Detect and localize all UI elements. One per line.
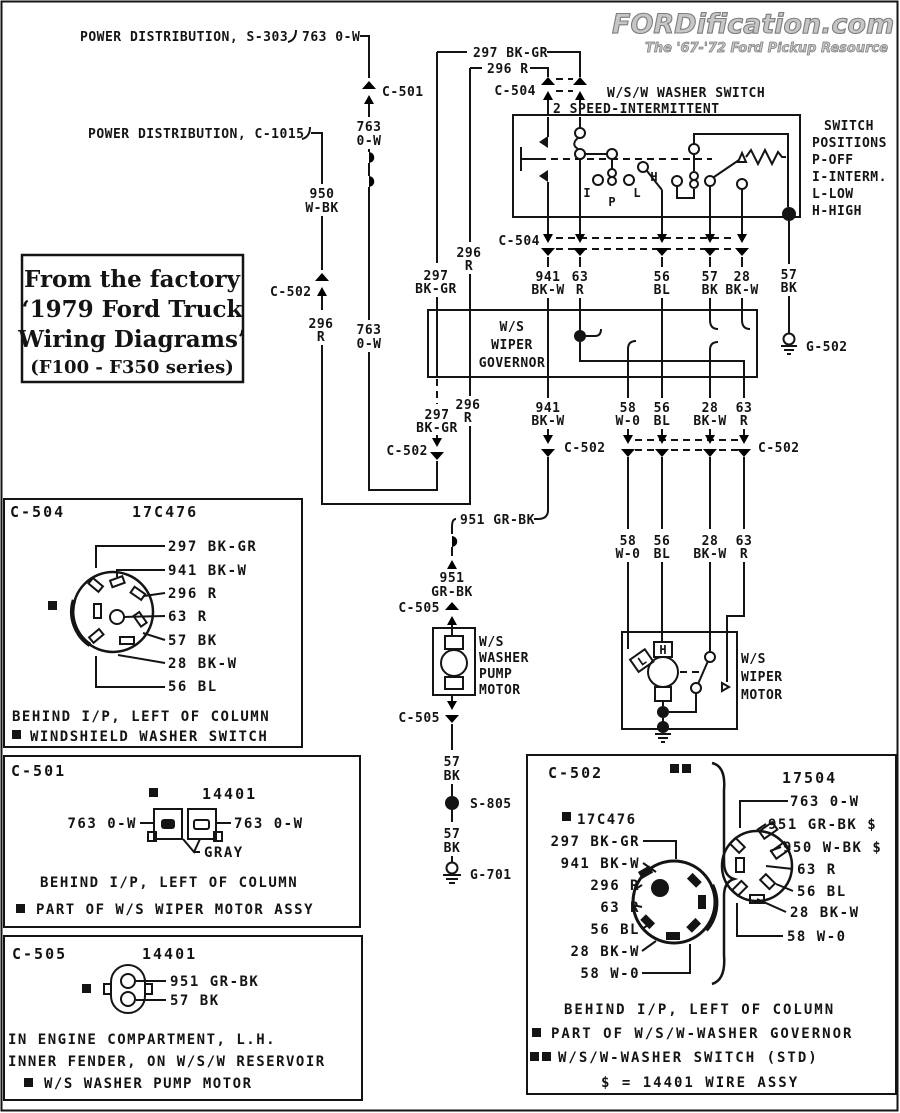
box-c505-part: 14401 <box>142 945 198 963</box>
wire-continues-hook-icon <box>288 30 296 42</box>
box-c501-part: 14401 <box>202 785 258 803</box>
connector-c502-mid <box>531 377 605 457</box>
square-marker <box>149 788 158 797</box>
box-c504-location: BEHIND I/P, LEFT OF COLUMN <box>12 709 271 725</box>
detail-box-c505 <box>4 936 362 1100</box>
switch-contact-p: P <box>608 195 616 209</box>
wire-296-color-3: R <box>463 411 473 426</box>
scan-border <box>2 2 898 1111</box>
pump-label-3: PUMP <box>479 667 513 682</box>
wire-63-num-3: 63 <box>735 534 753 549</box>
connector-c502-right <box>616 377 800 457</box>
square-marker <box>16 904 25 913</box>
c502-left-pin-2: 296 R <box>590 878 640 894</box>
switch-positions-legend <box>812 119 887 219</box>
box-c501-location: BEHIND I/P, LEFT OF COLUMN <box>40 875 299 891</box>
wire-763-color-2: 0-W <box>356 337 382 352</box>
c504-pin-2: 296 R <box>168 586 218 602</box>
connector-c502-label-2: C-502 <box>386 444 428 459</box>
wire-56-num-3: 56 <box>653 534 671 549</box>
logo-title: FORDification.com <box>612 9 895 40</box>
square-marker <box>562 812 571 821</box>
note-box <box>17 255 246 382</box>
c502-right-pin-0: 763 0-W <box>790 794 860 810</box>
wire-28-num-3: 28 <box>701 534 719 549</box>
junction-dot <box>657 706 669 718</box>
c504-pin-1: 941 BK-W <box>168 563 248 579</box>
legend-line-1: SWITCH <box>824 119 874 134</box>
c502-left-pin-0: 297 BK-GR <box>550 834 640 850</box>
logo-subtitle: The '67-'72 Ford Pickup Resource <box>645 41 889 56</box>
switch-contact-l: L <box>633 186 641 200</box>
detail-box-c502 <box>527 755 896 1094</box>
pump-label-4: MOTOR <box>479 683 521 698</box>
connector-c502-label-3: C-502 <box>564 441 606 456</box>
c504-pin-3: 63 R <box>168 609 208 625</box>
wire-763-color: 0-W <box>356 134 382 149</box>
wires-switch-to-governor <box>531 257 758 310</box>
wiper-motor-label-2: WIPER <box>741 670 783 685</box>
logo <box>612 9 894 56</box>
wiper-motor-low-tab: L <box>635 653 649 669</box>
c504-pin-4: 57 BK <box>168 633 218 649</box>
wire-950-color: W-BK <box>305 201 339 216</box>
wire-297-num-1: 297 <box>423 269 449 284</box>
wire-57-color-2: BK <box>443 769 461 784</box>
box-c502-id: C-502 <box>548 764 604 782</box>
wire-58-num-1: 58 <box>619 401 637 416</box>
wire-58-color-1: W-0 <box>615 414 641 429</box>
c504-pin-6: 56 BL <box>168 679 218 695</box>
resistor-icon <box>746 150 786 164</box>
box-c501-id: C-501 <box>11 762 67 780</box>
connector-c504-label-1: C-504 <box>494 84 536 99</box>
box-c504-note: WINDSHIELD WASHER SWITCH <box>30 729 269 745</box>
ground-g502-label: G-502 <box>806 340 848 355</box>
junction-dot <box>782 207 796 221</box>
washer-pump-motor <box>433 628 529 698</box>
wire-950-wbk <box>305 187 338 270</box>
governor-box <box>428 310 757 377</box>
square-marker <box>532 1028 541 1037</box>
splice-s805-label: S-805 <box>470 797 512 812</box>
pump-label-2: WASHER <box>479 651 529 666</box>
washer-switch-title-2: 2 SPEED-INTERMITTENT <box>553 102 720 117</box>
legend-line-3: P-OFF <box>812 153 854 168</box>
wire-63-num-2: 63 <box>735 401 753 416</box>
ground-icon <box>784 334 795 345</box>
washer-switch-title-1: W/S/W WASHER SWITCH <box>607 86 766 101</box>
box-c501-note: PART OF W/S WIPER MOTOR ASSY <box>36 902 315 918</box>
wire-56-num-2: 56 <box>653 401 671 416</box>
box-c502-note-2: W/S/W-WASHER SWITCH (STD) <box>558 1050 819 1066</box>
wire-56-color-1: BL <box>653 283 671 298</box>
legend-line-5: L-LOW <box>812 187 854 202</box>
square-marker <box>682 764 691 773</box>
wire-763-top-segment <box>360 36 369 78</box>
box-c502-note-3: $ = 14401 WIRE ASSY <box>601 1075 800 1091</box>
wire-296-num-2: 296 <box>456 246 482 261</box>
wire-57-color-g: BK <box>780 281 798 296</box>
connector-c504-label-2: C-504 <box>498 234 540 249</box>
box-c502-location: BEHIND I/P, LEFT OF COLUMN <box>564 1002 836 1018</box>
switch-contact-h: H <box>650 170 658 184</box>
connector-c502-left <box>386 435 444 490</box>
square-marker <box>82 984 91 993</box>
wire-297-color-1: BK-GR <box>415 282 457 297</box>
c502-right-pin-5: 28 BK-W <box>790 905 860 921</box>
legend-line-6: H-HIGH <box>812 204 862 219</box>
wire-56-color-3: BL <box>653 547 671 562</box>
c505-pin-1: 57 BK <box>170 993 220 1009</box>
wire-941-num-1: 941 <box>535 270 561 285</box>
power-distribution-s303 <box>80 30 369 78</box>
c502-right-pin-2: 950 W-BK $ <box>783 840 883 856</box>
power-s303-label: POWER DISTRIBUTION, S-303 <box>80 30 289 45</box>
connector-c505-label-1: C-505 <box>398 601 440 616</box>
wire-57-color-1: BK <box>701 283 719 298</box>
wire-941-color-2: BK-W <box>531 414 565 429</box>
note-line-4: (F100 - F350 series) <box>30 357 234 378</box>
wire-951-color: GR-BK <box>431 585 473 600</box>
wiper-motor <box>622 632 783 742</box>
wiper-motor-label-1: W/S <box>741 652 766 667</box>
c502-right-pin-6: 58 W-0 <box>787 929 847 945</box>
c502-left-pin-3: 63 R <box>600 900 640 916</box>
box-c505-location-1: IN ENGINE COMPARTMENT, L.H. <box>8 1032 277 1048</box>
wire-763-num-2: 763 <box>356 323 382 338</box>
wire-297-num-2: 297 <box>424 408 450 423</box>
c504-pin-5: 28 BK-W <box>168 656 238 672</box>
wire-63-color-2: R <box>739 414 749 429</box>
wire-941-color-1: BK-W <box>531 283 565 298</box>
connector-c505-bottom <box>398 695 459 726</box>
wire-297-color-2: BK-GR <box>416 421 458 436</box>
square-marker <box>670 764 679 773</box>
ground-icon <box>447 863 458 874</box>
wires-to-wiper-motor <box>616 457 753 682</box>
box-c502-part-left: 17C476 <box>577 812 637 828</box>
wire-763-num: 763 <box>356 120 382 135</box>
power-c1015-label: POWER DISTRIBUTION, C-1015 <box>88 127 305 142</box>
connector-c502-label-4: C-502 <box>758 441 800 456</box>
connector-c504-bottom <box>498 217 749 256</box>
governor-label-1: W/S <box>499 320 525 335</box>
wire-28-num-1: 28 <box>733 270 751 285</box>
wire-28-color-3: BK-W <box>693 547 727 562</box>
wiper-motor-label-3: MOTOR <box>741 688 783 703</box>
wire-951-grbk <box>431 457 548 600</box>
c504-pin-0: 297 BK-GR <box>168 539 258 555</box>
box-c504-id: C-504 <box>10 503 66 521</box>
detail-box-c504 <box>4 499 302 747</box>
wire-56-color-2: BL <box>653 414 671 429</box>
c502-left-pin-5: 28 BK-W <box>570 944 640 960</box>
wire-63-color-3: R <box>739 547 749 562</box>
connector-c501 <box>362 81 424 117</box>
governor-label-3: GOVERNOR <box>478 356 546 371</box>
washer-switch-box <box>513 86 800 221</box>
square-marker <box>530 1052 539 1061</box>
c502-right-pin-4: 56 BL <box>797 884 847 900</box>
wire-296-color-1: R <box>316 330 326 345</box>
wire-951-label: 951 GR-BK <box>460 513 535 528</box>
box-c505-location-2: INNER FENDER, ON W/S/W RESERVOIR <box>8 1054 326 1070</box>
wire-57-color-3: BK <box>443 841 461 856</box>
legend-line-4: I-INTERM. <box>812 170 887 185</box>
wire-57-num-2: 57 <box>443 755 461 770</box>
wire-296-top-label: 296 R <box>487 62 529 77</box>
connector-c501-label: C-501 <box>382 85 424 100</box>
wire-763-top-label: 763 0-W <box>302 30 361 45</box>
note-line-3: Wiring Diagrams’ <box>18 326 246 353</box>
box-c501-color-note: GRAY <box>204 845 244 861</box>
c502-left-pin-6: 58 W-0 <box>580 966 640 982</box>
connector-c502-label-1: C-502 <box>270 285 312 300</box>
wire-950-top-segment <box>311 133 322 184</box>
ground-g502-branch <box>781 219 848 355</box>
square-marker <box>542 1052 551 1061</box>
switch-contact-i: I <box>583 186 591 200</box>
ground-g701-label: G-701 <box>470 868 512 883</box>
c502-left-pin-1: 941 BK-W <box>560 856 640 872</box>
legend-line-2: POSITIONS <box>812 136 887 151</box>
square-marker <box>24 1078 33 1087</box>
wire-57-num-1: 57 <box>701 270 719 285</box>
connector-c502-top-left <box>270 273 329 310</box>
box-c502-note-1: PART OF W/S/W-WASHER GOVERNOR <box>551 1026 854 1042</box>
wire-63-color-1: R <box>575 283 585 298</box>
wire-296-color-2: R <box>464 259 474 274</box>
connector-c505-label-2: C-505 <box>398 711 440 726</box>
wire-57-num-3: 57 <box>443 827 461 842</box>
wiper-motor-high-tab: H <box>659 643 667 657</box>
governor-label-2: WIPER <box>491 338 533 353</box>
note-line-1: From the factory <box>24 266 240 293</box>
box-c505-id: C-505 <box>12 945 68 963</box>
junction-dot <box>657 721 669 733</box>
box-c501-left-wire: 763 0-W <box>67 816 137 832</box>
wire-297-top-label: 297 BK-GR <box>473 46 548 61</box>
wire-941-num-2: 941 <box>535 401 561 416</box>
wire-58-num-2: 58 <box>619 534 637 549</box>
splice-s805-dot <box>445 796 459 810</box>
power-distribution-c1015 <box>88 127 322 184</box>
wire-296-num-1: 296 <box>308 317 334 332</box>
c502-left-pin-4: 56 BL <box>590 922 640 938</box>
c502-right-pin-1: 951 GR-BK $ <box>768 817 878 833</box>
junction-dot <box>574 330 586 342</box>
note-line-2: ‘1979 Ford Truck <box>21 296 243 323</box>
c505-pin-0: 951 GR-BK <box>170 974 260 990</box>
pump-label-1: W/S <box>479 635 504 650</box>
square-marker <box>48 601 57 610</box>
box-c504-part: 17C476 <box>132 503 199 521</box>
ground-g701-branch <box>443 724 512 883</box>
wire-28-color-1: BK-W <box>725 283 759 298</box>
c502-right-pin-3: 63 R <box>797 862 837 878</box>
wire-28-color-2: BK-W <box>693 414 727 429</box>
wire-63-num-1: 63 <box>571 270 589 285</box>
wire-28-num-2: 28 <box>701 401 719 416</box>
box-c501-right-wire: 763 0-W <box>234 816 304 832</box>
wire-296-num-3: 296 <box>455 398 481 413</box>
wire-57-num-g: 57 <box>780 268 798 283</box>
box-c502-part-right: 17504 <box>782 769 838 787</box>
box-c505-note: W/S WASHER PUMP MOTOR <box>44 1076 253 1092</box>
wire-951-num: 951 <box>439 571 465 586</box>
wire-56-num-1: 56 <box>653 270 671 285</box>
detail-box-c501 <box>4 756 360 927</box>
connector-c505-top <box>398 601 459 636</box>
wire-950-num: 950 <box>309 187 335 202</box>
wire-58-color-2: W-0 <box>615 547 641 562</box>
square-marker <box>12 730 21 739</box>
